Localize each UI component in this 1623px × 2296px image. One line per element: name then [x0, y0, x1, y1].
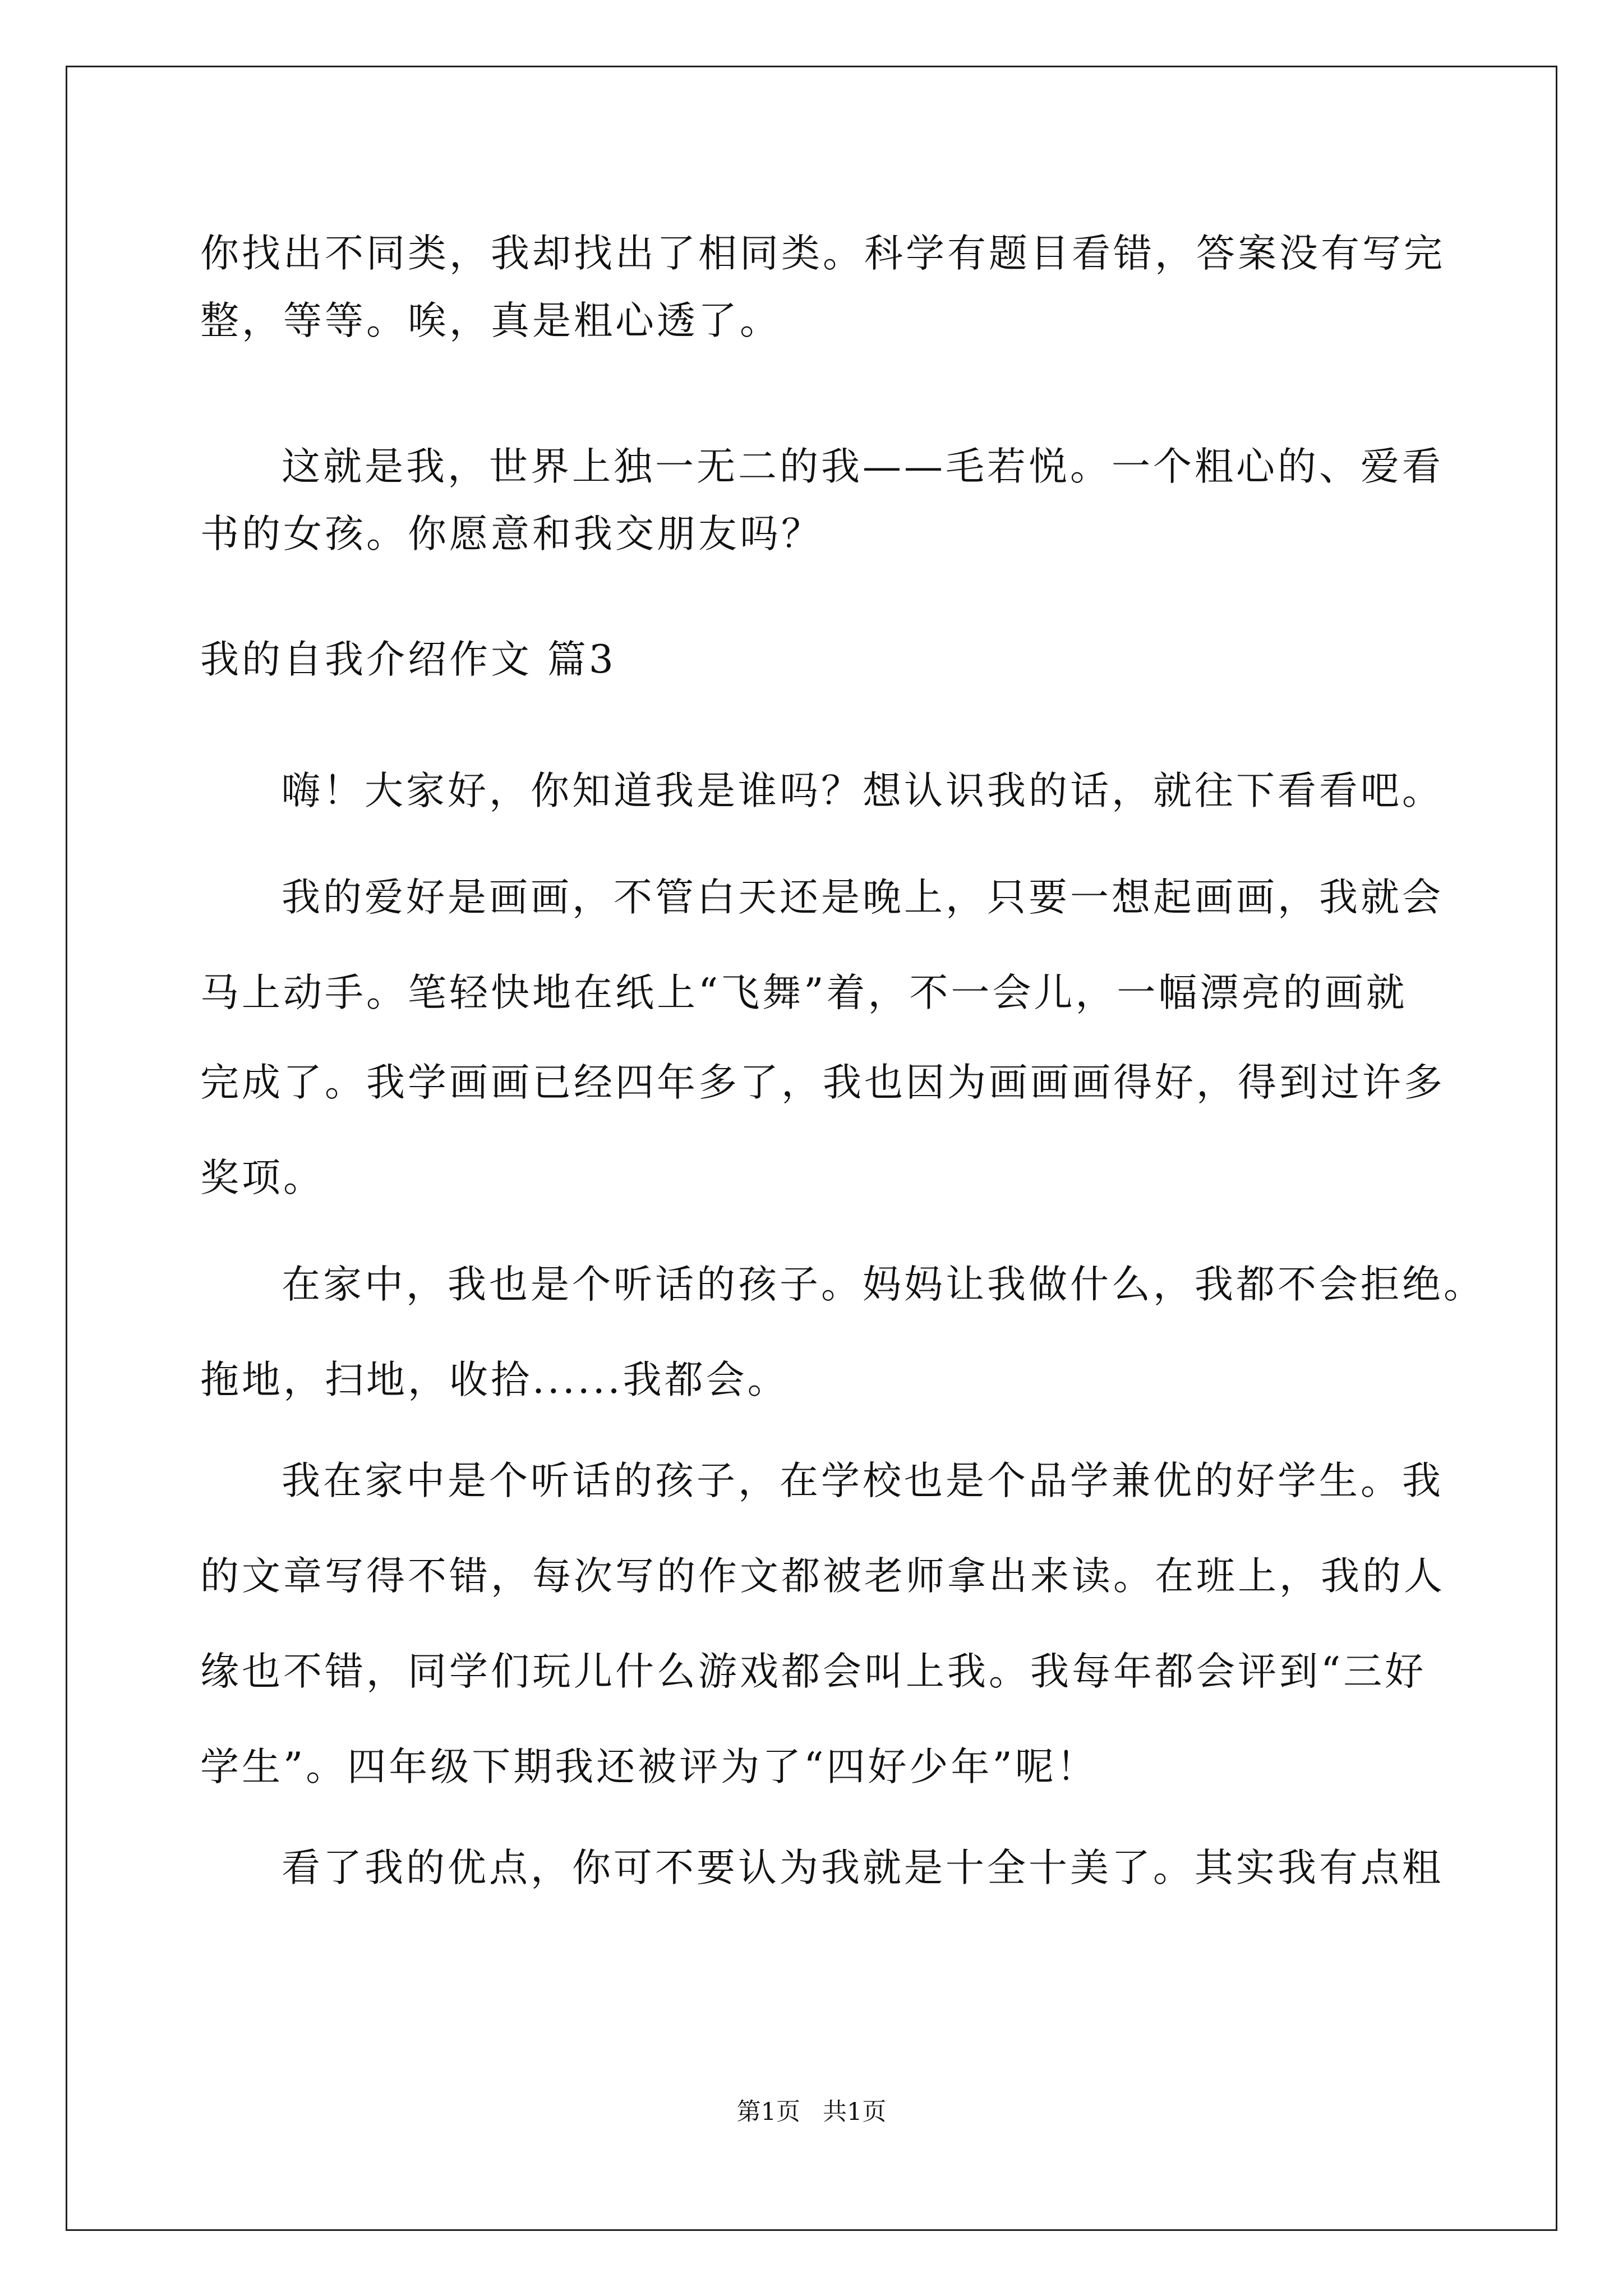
page-border: [66, 66, 1557, 2231]
total-pages: 共1页: [823, 2098, 887, 2126]
section-heading: 我的自我介绍作文 篇3: [200, 637, 616, 682]
text-line: 我在家中是个听话的孩子，在学校也是个品学兼优的好学生。我: [282, 1458, 1444, 1503]
text-line: 我的爱好是画画，不管白天还是晚上，只要一想起画画，我就会: [282, 875, 1444, 920]
text-line: 的文章写得不错，每次写的作文都被老师拿出来读。在班上，我的人: [200, 1554, 1445, 1599]
page-footer: [0, 2098, 1623, 2126]
text-line: 书的女孩。你愿意和我交朋友吗？: [200, 512, 823, 556]
text-line: 马上动手。笔轻快地在纸上“飞舞”着，不一会儿，一幅漂亮的画就: [200, 970, 1408, 1015]
text-line: 这就是我，世界上独一无二的我——毛若悦。一个粗心的、爱看: [282, 444, 1444, 489]
text-line: 奖项。: [200, 1156, 325, 1200]
text-line: 整，等等。唉，真是粗心透了。: [200, 298, 781, 343]
text-line: 完成了。我学画画已经四年多了，我也因为画画画得好，得到过许多: [200, 1060, 1445, 1105]
text-line: 你找出不同类，我却找出了相同类。科学有题目看错，答案没有写完: [200, 231, 1445, 276]
text-line: 缘也不错，同学们玩儿什么游戏都会叫上我。我每年都会评到“三好: [200, 1649, 1427, 1694]
page-number: 第1页: [736, 2098, 800, 2126]
text-line: 拖地，扫地，收拾......我都会。: [200, 1358, 789, 1402]
text-line: 看了我的优点，你可不要认为我就是十全十美了。其实我有点粗: [282, 1846, 1444, 1890]
text-line: 嗨！大家好，你知道我是谁吗？想认识我的话，就往下看看吧。: [282, 769, 1444, 813]
text-line: 学生”。四年级下期我还被评为了“四好少年”呢！: [200, 1745, 1098, 1789]
text-line: 在家中，我也是个听话的孩子。妈妈让我做什么，我都不会拒绝。: [282, 1262, 1485, 1307]
